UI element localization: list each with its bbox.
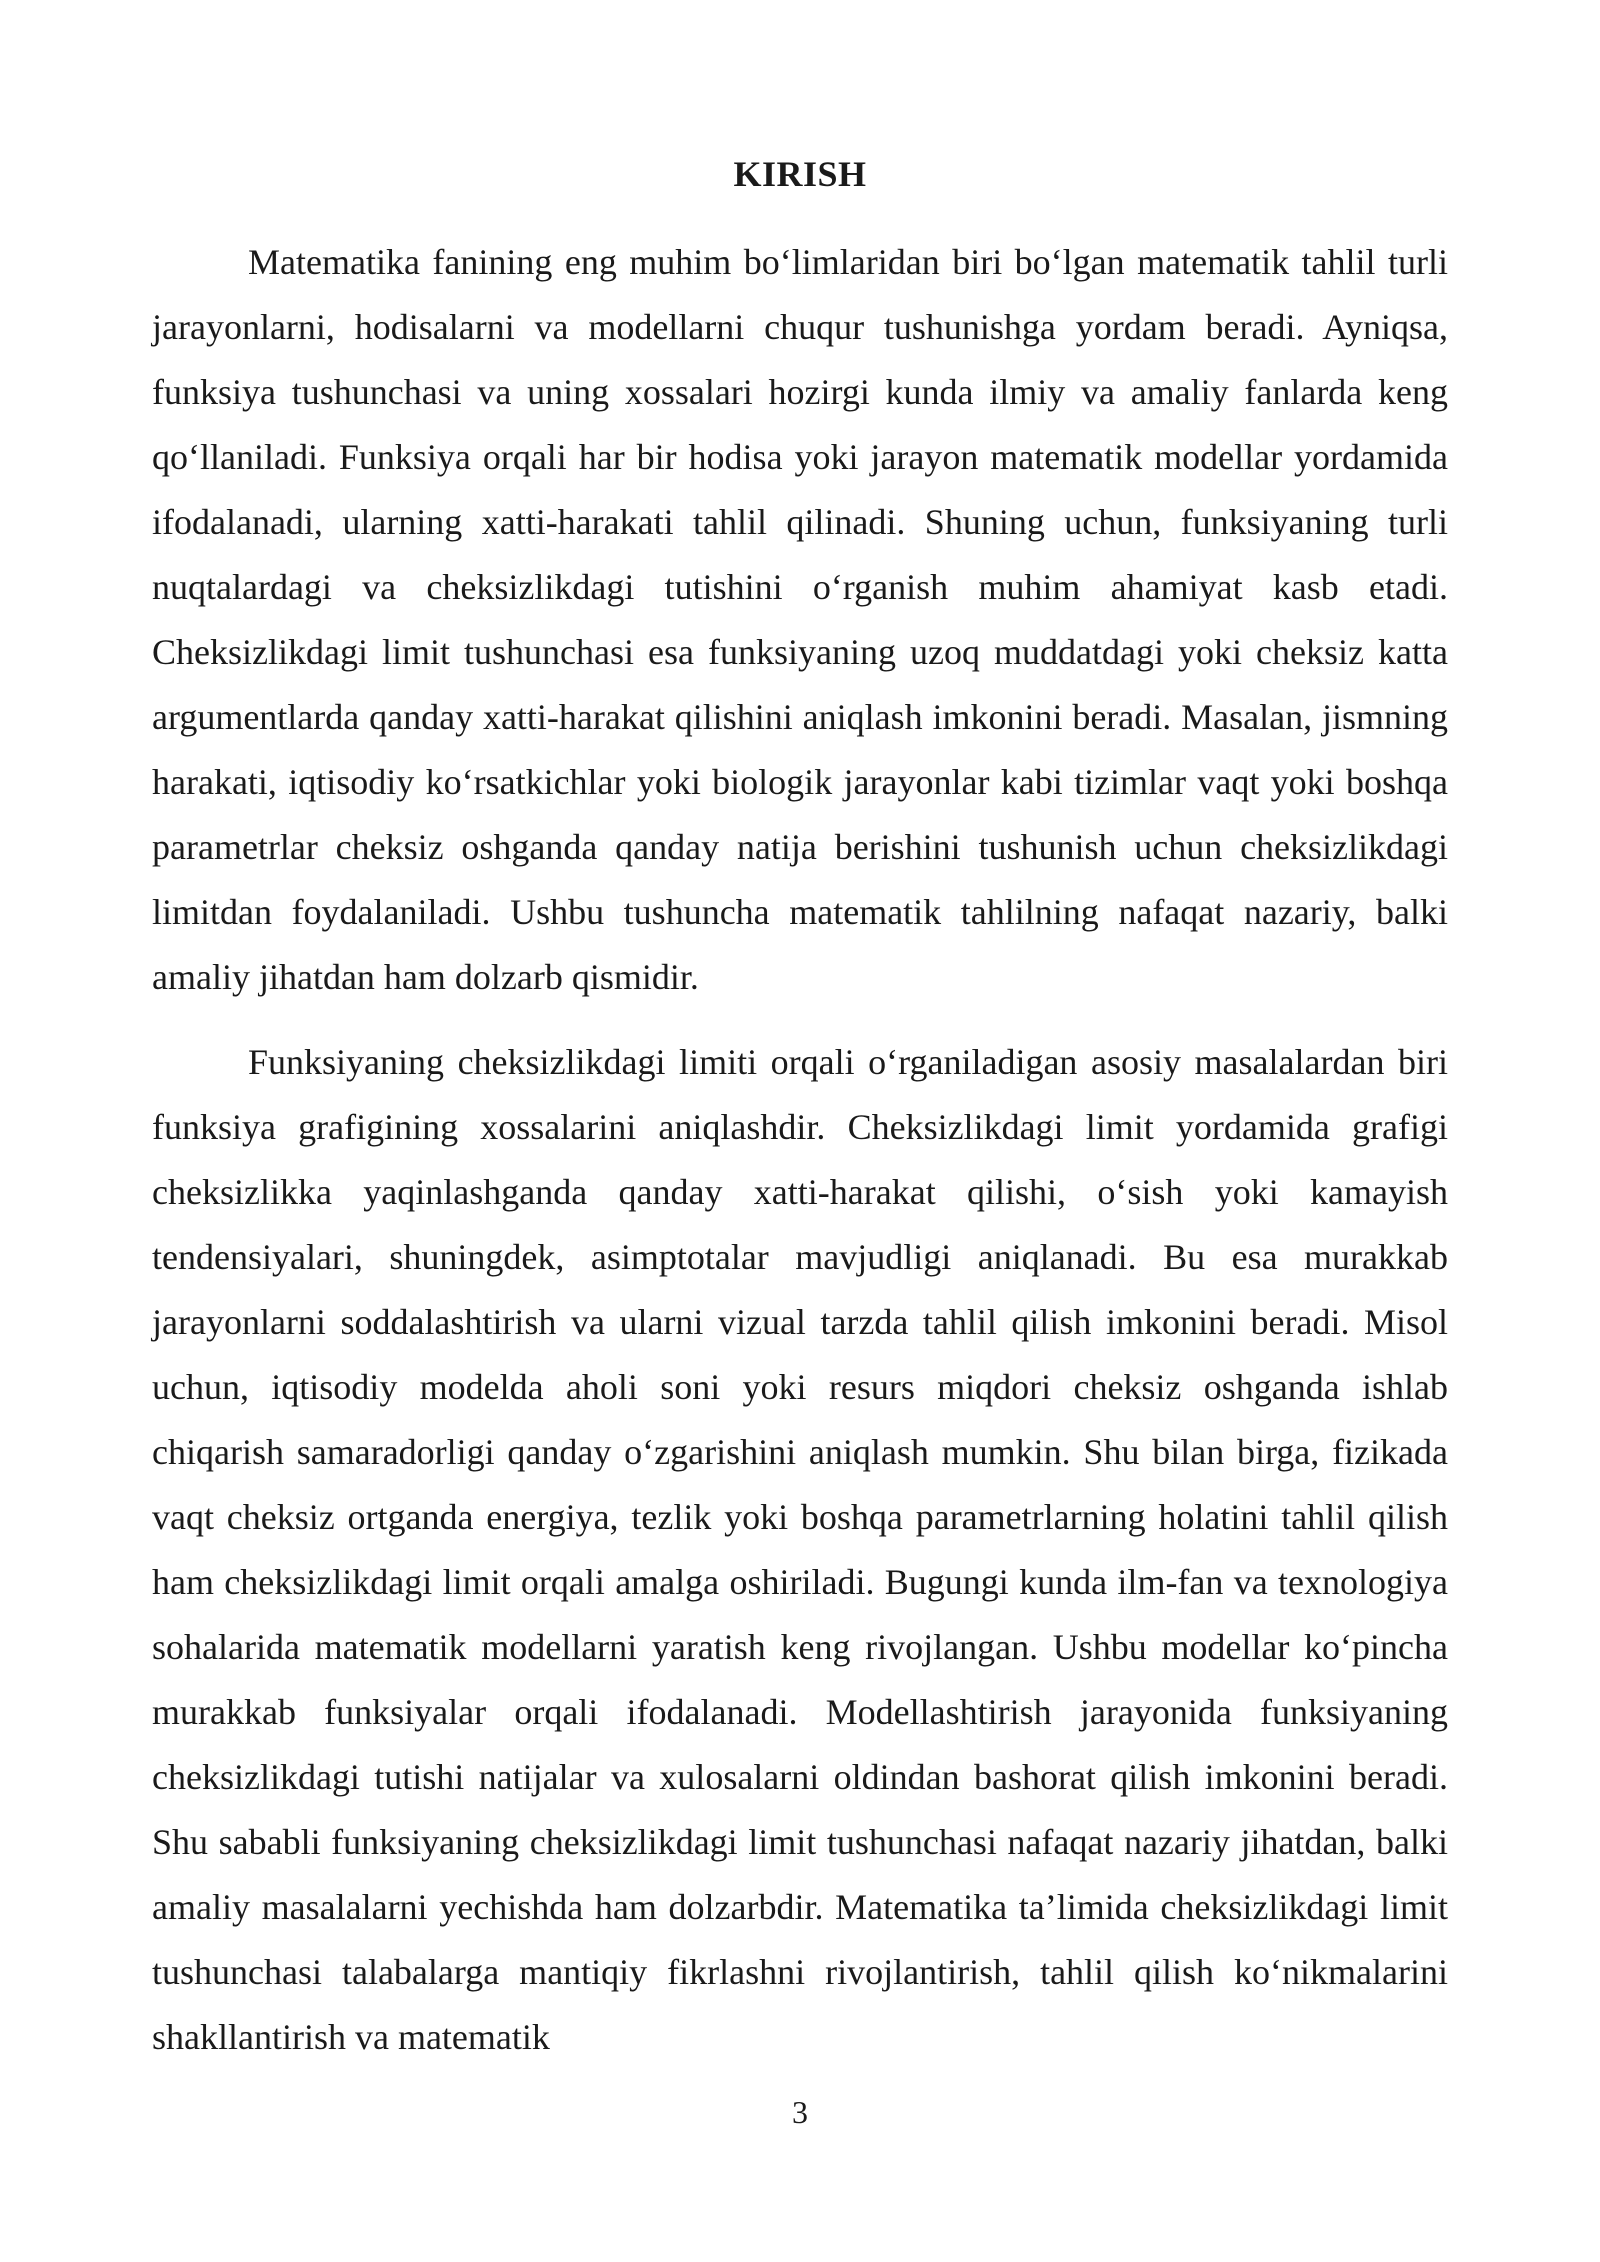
- paragraph-1: Matematika fanining eng muhim bo‘limlaridan biri bo‘lgan matematik tahlil turli jarayonlarni, hodisalarni va modellarni chuqur tushunishga yordam beradi. Ayniqsa, funksiya tushunchasi va uning xossalari hozirgi kunda ilmiy va amaliy fanlarda keng qo‘llaniladi. Funksiya orqali har bir hodisa yoki jarayon matematik modellar yordamida ifodalanadi, ularning xatti-harakati tahlil qilinadi. Shuning uchun, funksiyaning turli nuqtalardagi va cheksizlikdagi tutishini o‘rganish muhim ahamiyat kasb etadi. Cheksizlikdagi limit tushunchasi esa funksiyaning uzoq muddatdagi yoki cheksiz katta argumentlarda qanday xatti-harakat qilishini aniqlash imkonini beradi. Masalan, jismning harakati, iqtisodiy ko‘rsatkichlar yoki biologik jarayonlar kabi tizimlar vaqt yoki boshqa parametrlar cheksiz oshganda qanday natija berishini tushunish uchun cheksizlikdagi limitdan foydalaniladi. Ushbu tushuncha matematik tahlilning nafaqat nazariy, balki amaliy jihatdan ham dolzarb qismidir.: [152, 242, 1448, 997]
- page-number: 3: [792, 2094, 808, 2130]
- paragraph-1-block: [152, 230, 1448, 1010]
- section-heading: KIRISH: [733, 154, 867, 194]
- paragraph-2-block: [152, 1030, 1448, 2070]
- paragraph-2: Funksiyaning cheksizlikdagi limiti orqali o‘rganiladigan asosiy masalalardan biri funksiya grafigining xossalarini aniqlashdir. Cheksizlikdagi limit yordamida grafigi cheksizlikka yaqinlashganda qanday xatti-harakat qilishi, o‘sish yoki kamayish tendensiyalari, shuningdek, asimptotalar mavjudligi aniqlanadi. Bu esa murakkab jarayonlarni soddalashtirish va ularni vizual tarzda tahlil qilish imkonini beradi. Misol uchun, iqtisodiy modelda aholi soni yoki resurs miqdori cheksiz oshganda ishlab chiqarish samaradorligi qanday o‘zgarishini aniqlash mumkin. Shu bilan birga, fizikada vaqt cheksiz ortganda energiya, tezlik yoki boshqa parametrlarning holatini tahlil qilish ham cheksizlikdagi limit orqali amalga oshiriladi. Bugungi kunda ilm-fan va texnologiya sohalarida matematik modellarni yaratish keng rivojlangan. Ushbu modellar ko‘pincha murakkab funksiyalar orqali ifodalanadi. Modellashtirish jarayonida funksiyaning cheksizlikdagi tutishi natijalar va xulosalarni oldindan bashorat qilish imkonini beradi. Shu sababli funksiyaning cheksizlikdagi limit tushunchasi nafaqat nazariy jihatdan, balki amaliy masalalarni yechishda ham dolzarbdir. Matematika ta’limida cheksizlikdagi limit tushunchasi talabalarga mantiqiy fikrlashni rivojlantirish, tahlil qilish ko‘nikmalarini shakllantirish va matematik: [152, 1042, 1448, 2057]
